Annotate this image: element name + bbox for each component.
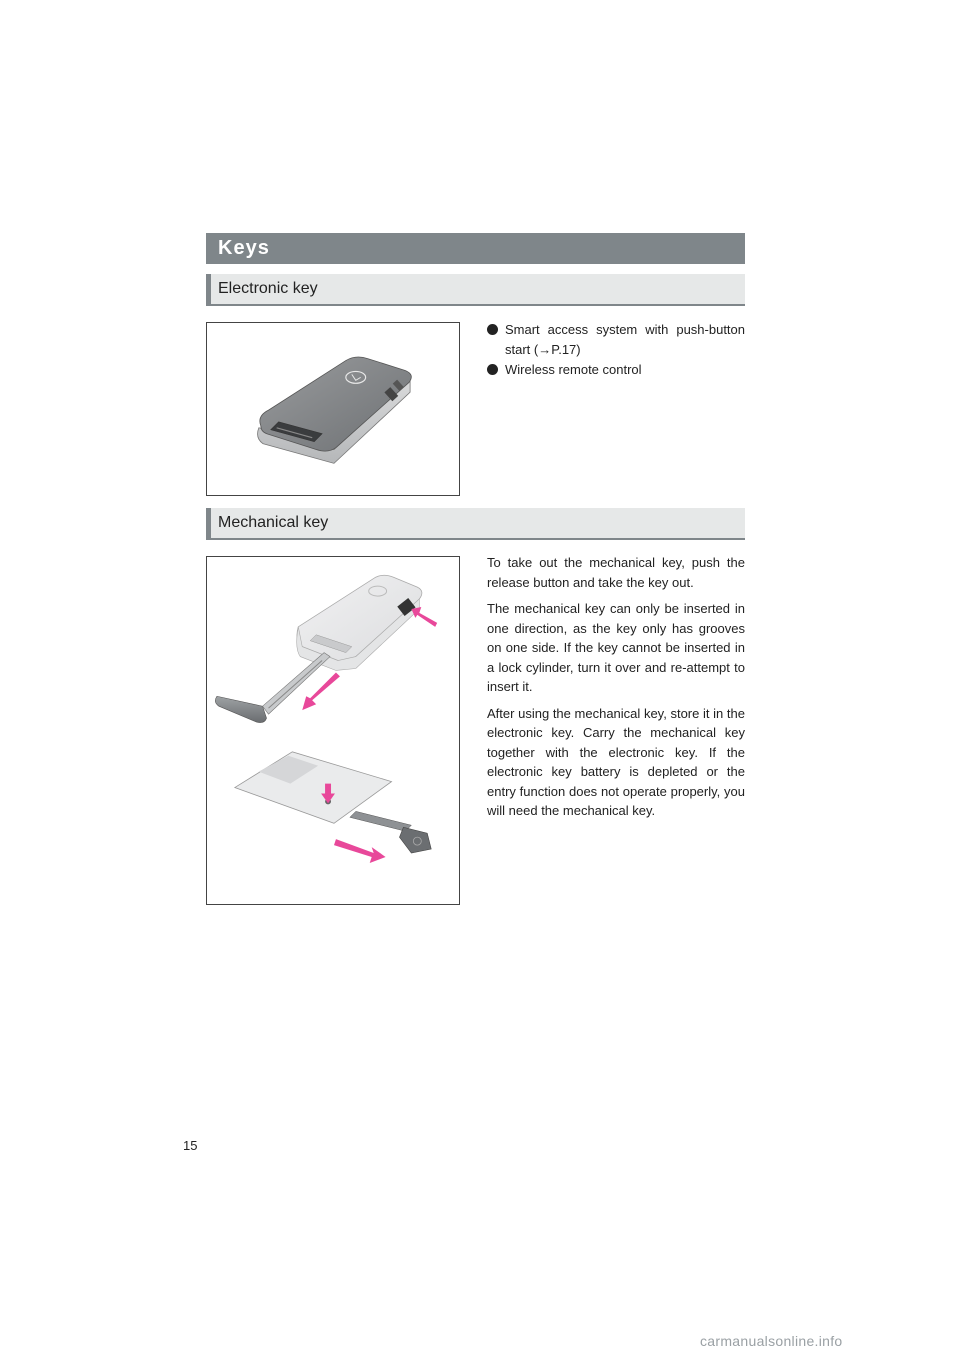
mechanical-key-text — [487, 553, 745, 828]
electronic-key-bullet-list — [487, 320, 745, 380]
pull-arrow-icon — [302, 672, 340, 710]
page-number: 15 — [183, 1138, 198, 1153]
electronic-key-drawing — [207, 323, 459, 495]
mechanical-key-paragraph-2: The mechanical key can only be inserted in one direction, as the key only has grooves on one side. If the key cannot be inserted in a lock cylinder, turn it over and re-attempt to insert it. — [487, 601, 745, 694]
electronic-key-text — [487, 320, 745, 381]
mechanical-key-illustration — [206, 556, 460, 905]
mechanical-key-paragraph-1: To take out the mechanical key, push the release button and take the key out. — [487, 555, 745, 590]
slide-arrow-icon — [334, 839, 386, 863]
watermark: carmanualsonline.info — [700, 1333, 843, 1349]
push-arrow-icon — [411, 607, 437, 627]
bullet-icon — [487, 364, 498, 375]
mechanical-key-paragraph-3: After using the mechanical key, store it in the electronic key. Carry the mechanical key together with the electronic key. If the electronic key battery is depleted or the entry function does not operate properly, you will need the mechanical key. — [487, 705, 745, 818]
heading-electronic-key: Electronic key — [206, 274, 745, 306]
section-title-keys: Keys — [206, 233, 745, 264]
heading-mechanical-key: Mechanical key — [206, 508, 745, 540]
bullet-text: Wireless remote control — [505, 362, 642, 377]
bullet-icon — [487, 324, 498, 335]
list-item — [487, 360, 745, 380]
list-item — [487, 320, 745, 359]
electronic-key-illustration — [206, 322, 460, 496]
mechanical-key-drawing — [207, 557, 459, 904]
bullet-text: Smart access system with push-button start (→P.17) — [505, 322, 745, 357]
